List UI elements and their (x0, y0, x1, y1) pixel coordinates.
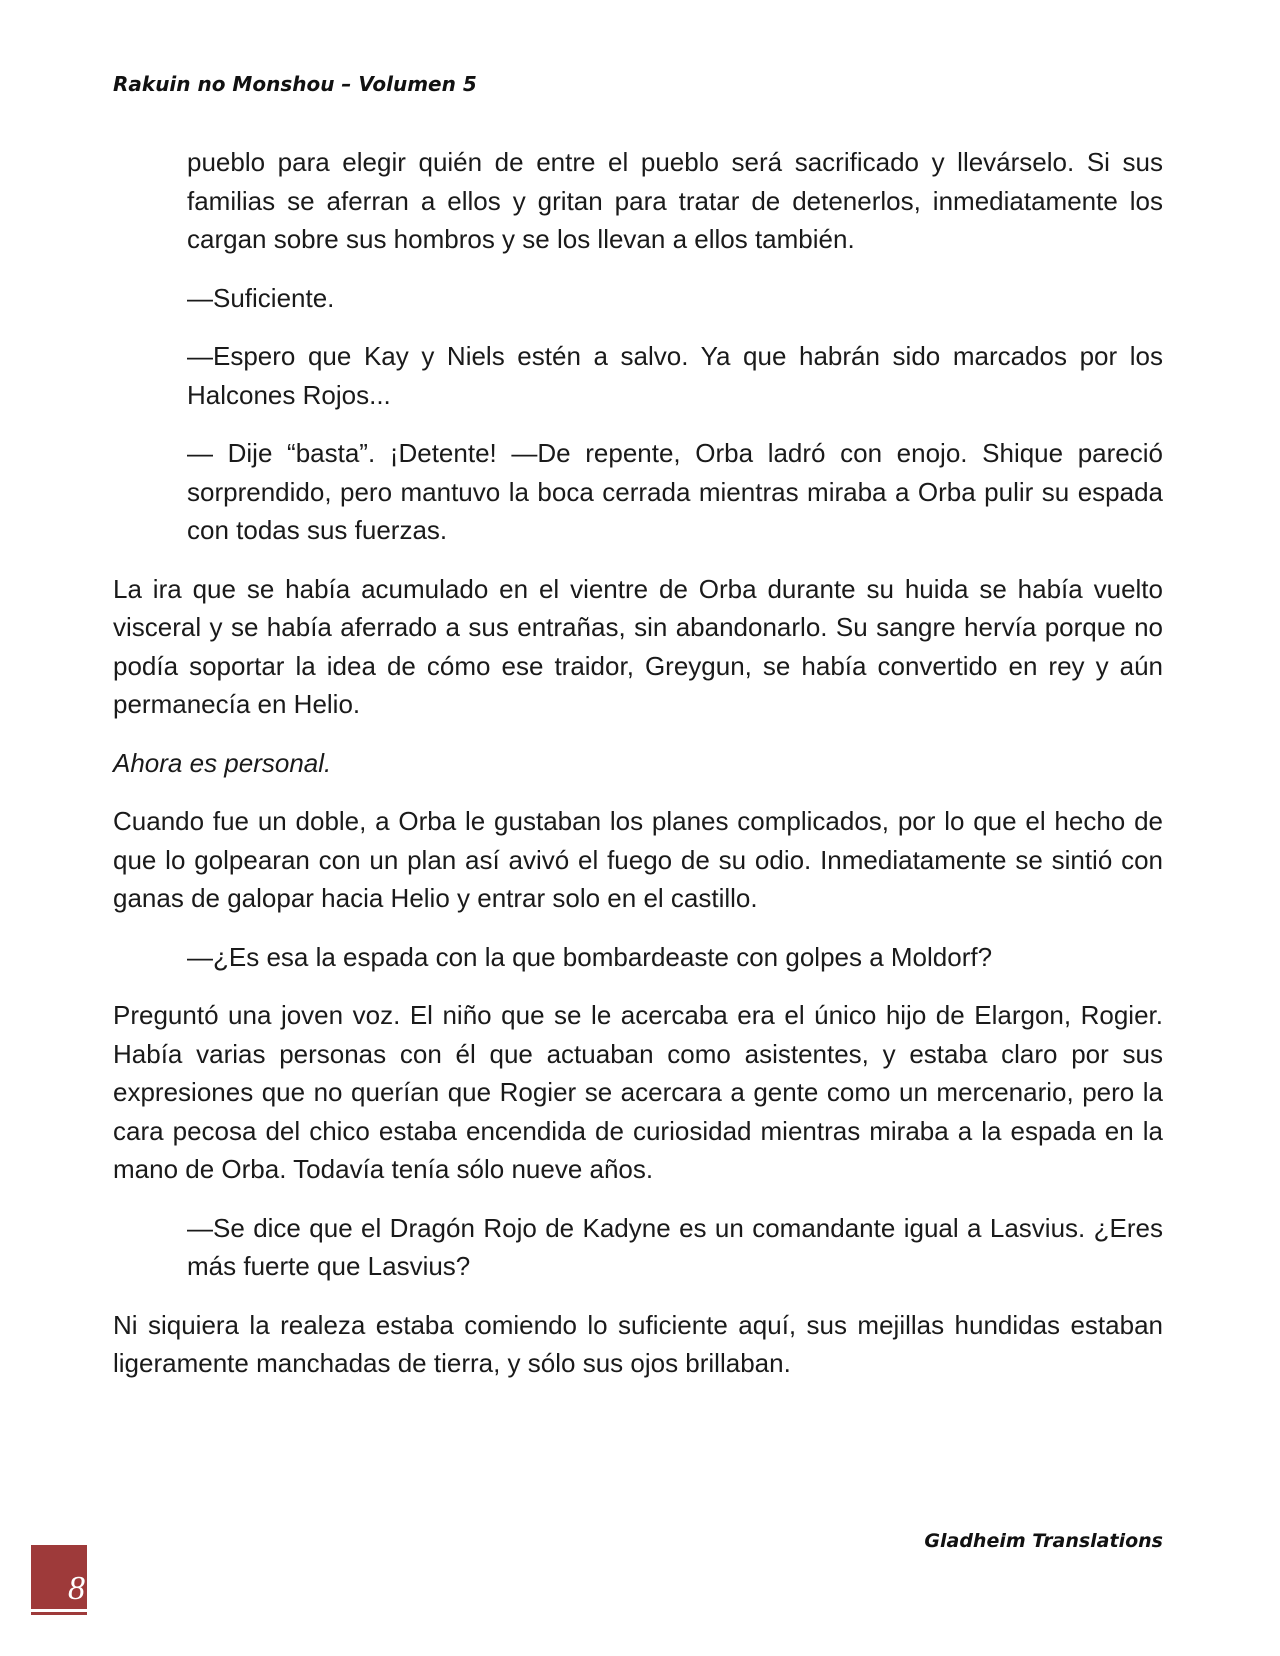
translator-credit: Gladheim Translations (924, 1530, 1163, 1552)
dialogue-paragraph: —Espero que Kay y Niels estén a salvo. Ya que habrán sido marcados por los Halcones Rojos... (187, 341, 1163, 410)
narrative-paragraph: La ira que se había acumulado en el vientre de Orba durante su huida se había vuelto visceral y se había aferrado a sus entrañas, sin abandonarlo. Su sangre hervía porque no podía soportar la idea de cómo ese traidor, Greygun, se había convertido en rey y aún permanecía en Helio. (113, 573, 1163, 719)
italic-thought: Ahora es personal. (113, 747, 332, 778)
page-header: Rakuin no Monshou – Volumen 5 (113, 72, 477, 96)
dialogue-paragraph: —Suficiente. (187, 282, 335, 313)
narrative-paragraph: Ni siquiera la realeza estaba comiendo lo suficiente aquí, sus mejillas hundidas estaban ligeramente manchadas de tierra, y sólo sus ojos brillaban. (113, 1309, 1163, 1378)
narrative-paragraph: Cuando fue un doble, a Orba le gustaban los planes complicados, por lo que el hecho de que lo golpearan con un plan así avivó el fuego de su odio. Inmediatamente se sintió con ganas de galopar hacia Helio y entrar solo en el castillo. (113, 806, 1163, 913)
narrative-paragraph: Preguntó una joven voz. El niño que se le acercaba era el único hijo de Elargon, Rogier. Había varias personas con él que actuaban como asistentes, y estaba claro por sus expresiones que no querían que Rogier se acercara a gente como un mercenario, pero la cara pecosa del chico estaba encendida de curiosidad mientras miraba a la espada en la mano de Orba. Todavía tenía sólo nueve años. (113, 1000, 1163, 1184)
dialogue-paragraph: pueblo para elegir quién de entre el pueblo será sacrificado y llevárselo. Si sus familias se aferran a ellos y gritan para tratar de detenerlos, inmediatamente los cargan sobre sus hombros y se los llevan a ellos también. (187, 147, 1163, 254)
dialogue-paragraph: —¿Es esa la espada con la que bombardeaste con golpes a Moldorf? (187, 941, 993, 972)
dialogue-paragraph: —Se dice que el Dragón Rojo de Kadyne es un comandante igual a Lasvius. ¿Eres más fuerte que Lasvius? (187, 1212, 1163, 1281)
page-number-underline (31, 1609, 87, 1612)
dialogue-paragraph: — Dije “basta”. ¡Detente! —De repente, Orba ladró con enojo. Shique pareció sorprendido, pero mantuvo la boca cerrada mientras miraba a Orba pulir su espada con todas sus fuerzas. (187, 438, 1163, 545)
page-number: 8 (68, 1570, 85, 1607)
chapter-body (113, 143, 1163, 1403)
